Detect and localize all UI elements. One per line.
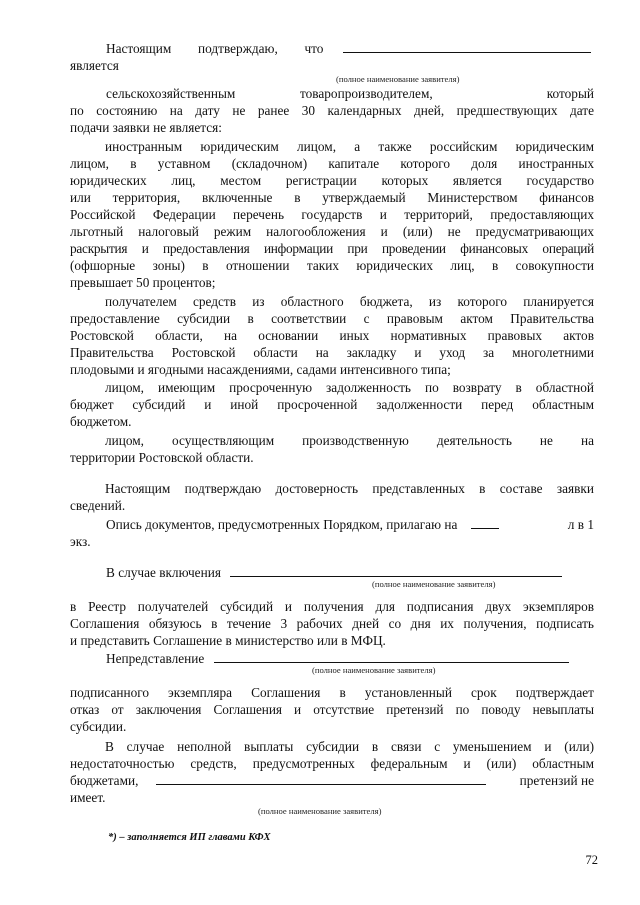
text-line: по состоянию на дату не ранее 30 календарных дней, предшествующих дате bbox=[70, 103, 594, 118]
field-caption: (полное наименование заявителя) bbox=[258, 806, 382, 816]
list-item-line: (офшорные зоны) в отношении таких юридических лиц, в совокупности bbox=[70, 258, 594, 273]
nonsubmission-applicant-field[interactable] bbox=[214, 651, 569, 663]
text-line: подачи заявки не является: bbox=[70, 120, 222, 135]
list-item-line: Правительства Ростовской области на закладку и уход за многолетними bbox=[70, 345, 594, 360]
text-line: экз. bbox=[70, 534, 91, 549]
partial-claim-line bbox=[70, 773, 594, 790]
list-item-line: Ростовской области, на основании иных нормативных правовых актов bbox=[70, 328, 594, 343]
intro-word-2: подтверждаю, bbox=[197, 41, 278, 56]
list-item-line: юридических лиц, местом регистрации которых является государство bbox=[70, 173, 594, 188]
confirm-line: сведений. bbox=[70, 498, 126, 513]
list-item-line: Российской Федерации перечень государств и территорий, предоставляющих bbox=[70, 207, 594, 222]
field-caption: (полное наименование заявителя) bbox=[336, 74, 460, 84]
word: сельскохозяйственным bbox=[106, 86, 236, 101]
intro-line bbox=[106, 41, 594, 58]
inclusion-applicant-field[interactable] bbox=[230, 565, 562, 577]
partial-applicant-field[interactable] bbox=[156, 773, 486, 785]
list-item-line: предоставление субсидии в соответствии с правовым актом Правительства bbox=[70, 311, 594, 326]
text-line: и представить Соглашение в министерство или в МФЦ. bbox=[70, 633, 386, 648]
text-line: имеет. bbox=[70, 790, 106, 805]
confirm-line: Настоящим подтверждаю достоверность представленных в составе заявки bbox=[105, 481, 594, 496]
text-line: недостаточностью средств, предусмотренных федеральным и (или) областным bbox=[70, 756, 594, 771]
list-item-line: превышает 50 процентов; bbox=[70, 275, 216, 290]
list-item-line: иностранным юридическим лицом, а также российским юридическим bbox=[105, 139, 594, 154]
field-caption: (полное наименование заявителя) bbox=[312, 665, 436, 675]
text-line: в Реестр получателей субсидий и получения для подписания двух экземпляров bbox=[70, 599, 594, 614]
list-item-line: получателем средств из областного бюджета, из которого планируется bbox=[105, 294, 594, 309]
list-item-line: лицом, в уставном (складочном) капитале которого доля иностранных bbox=[70, 156, 594, 171]
list-item-line: территории Ростовской области. bbox=[70, 450, 254, 465]
applicant-name-field[interactable] bbox=[343, 41, 591, 53]
list-item-line: лицом, осуществляющим производственную деятельность не на bbox=[105, 433, 594, 448]
word: бюджетами, bbox=[70, 773, 139, 788]
sheet-count-field[interactable] bbox=[471, 517, 499, 529]
inclusion-lead: В случае включения bbox=[106, 565, 221, 580]
nonsubmission-lead: Непредставление bbox=[106, 651, 205, 666]
word: претензий не bbox=[519, 773, 594, 788]
list-item-line: плодовыми и ягодными насаждениями, садами интенсивного типа; bbox=[70, 362, 451, 377]
list-item-line: льготный налоговый режим налогообложения и (или) не предусматривающих bbox=[70, 224, 594, 239]
text-line: субсидии. bbox=[70, 719, 127, 734]
word: который bbox=[546, 86, 594, 101]
field-caption: (полное наименование заявителя) bbox=[372, 579, 496, 589]
inventory-text: Опись документов, предусмотренных Порядком, прилагаю на bbox=[106, 517, 458, 532]
footnote: *) – заполняется ИП главами КФХ bbox=[108, 832, 271, 843]
page-number: 72 bbox=[585, 853, 598, 867]
inventory-suffix: л в 1 bbox=[567, 517, 594, 532]
text-line bbox=[106, 86, 594, 103]
inventory-line bbox=[106, 517, 594, 534]
list-item-line: или территория, включенные в утверждаемый Министерством финансов bbox=[70, 190, 594, 205]
word: товаропроизводителем, bbox=[300, 86, 433, 101]
list-item-line: бюджетом. bbox=[70, 414, 132, 429]
list-item-line: лицом, имеющим просроченную задолженность по возврату в областной bbox=[105, 380, 594, 395]
list-item-line: бюджет субсидий и иной просроченной задолженности перед областным bbox=[70, 397, 594, 412]
text-line: В случае неполной выплаты субсидии в связи с уменьшением и (или) bbox=[105, 739, 594, 754]
text-line: Соглашения обязуюсь в течение 3 рабочих дней со дня их получения, подписать bbox=[70, 616, 594, 631]
text-line: является bbox=[70, 58, 119, 73]
intro-word-1: Настоящим bbox=[106, 41, 172, 56]
intro-word-3: что bbox=[304, 41, 324, 56]
text-line: отказ от заключения Соглашения и отсутствие претензий по поводу невыплаты bbox=[70, 702, 594, 717]
list-item-line: раскрытия и предоставления информации при проведении финансовых операций bbox=[70, 241, 594, 256]
inclusion-lead-line bbox=[106, 565, 594, 582]
text-line: подписанного экземпляра Соглашения в установленный срок подтверждает bbox=[70, 685, 594, 700]
